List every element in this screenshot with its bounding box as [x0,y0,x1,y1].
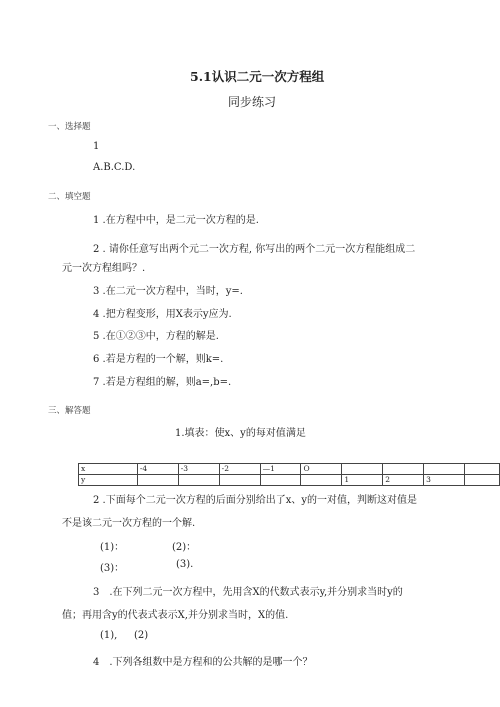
fill-question-1: 1 .在方程中中，是二元一次方程的是. [93,215,259,226]
answer-question-2-line-2: 不是该二元一次方程的一个解. [62,518,196,529]
answer-question-3-line-1: 3 .在下列二元一次方程中，先用含X的代数式表示y,并分别求当时y的 [93,587,403,598]
answer-question-3-part-1: (1), [100,630,118,641]
answer-question-1-title: 1.填表：使x、y的每对值满足 [175,428,306,439]
table-cell: -4 [137,464,178,475]
answer-question-2-line-1: 2 .下面每个二元一次方程的后面分别给出了x、y的一对值，判断这对值是 [93,495,418,506]
table-cell [260,475,301,486]
table-cell: y [79,475,138,486]
fill-question-5: 5 .在①②③中，方程的解是. [93,331,219,342]
table-cell: O [301,464,342,475]
fill-question-4: 4 .把方程变形，用X表示y应为. [93,309,232,320]
table-cell: -3 [178,464,219,475]
section-heading-choice: 一、选择题 [48,122,91,132]
table-cell [465,464,500,475]
table-cell [465,475,500,486]
table-cell: x [79,464,138,475]
document-title: 5.1认识二元一次方程组 [190,69,325,84]
value-table [78,463,500,486]
answer-question-3-part-2: (2) [134,630,149,641]
table-row-y [79,475,500,486]
table-cell [383,464,424,475]
answer-question-3-line-2: 值；再用含y的代表式表示X,并分别求当时，X的值. [62,610,289,621]
answer-question-2-part-4: (3). [176,559,194,570]
table-cell: —1 [260,464,301,475]
fill-question-2-line-2: 元一次方程组吗？. [62,263,146,274]
answer-question-2-part-1: (1)： [100,542,125,553]
fill-question-3: 3 .在二元一次方程中，当时，y=. [93,286,243,297]
table-cell [137,475,178,486]
table-cell [342,464,383,475]
choice-question-number: 1 [93,141,100,152]
table-cell: 2 [383,475,424,486]
table-row-x [79,464,500,475]
fill-question-7: 7 .若是方程组的解，则a=,b=. [93,377,232,388]
answer-question-2-part-2: (2)： [172,542,197,553]
table-cell [178,475,219,486]
section-heading-answer: 三、解答题 [48,406,91,416]
choice-options: A.B.C.D. [93,162,136,173]
table-cell: -2 [219,464,260,475]
table-cell: 1 [342,475,383,486]
table-cell [424,464,465,475]
table-cell [219,475,260,486]
answer-question-4: 4 .下列各组数中是方程和的公共解的是哪一个？ [93,657,313,668]
document-subtitle: 同步练习 [228,95,277,109]
fill-question-2-line-1: 2 . 请你任意写出两个元二一次方程, 你写出的两个二元一次方程能组成二 [93,244,416,255]
section-heading-fill: 二、填空题 [48,192,91,202]
answer-question-2-part-3: (3)： [100,563,125,574]
table-cell [301,475,342,486]
fill-question-6: 6 .若是方程的一个解，则k=. [93,354,224,365]
table-cell: 3 [424,475,465,486]
